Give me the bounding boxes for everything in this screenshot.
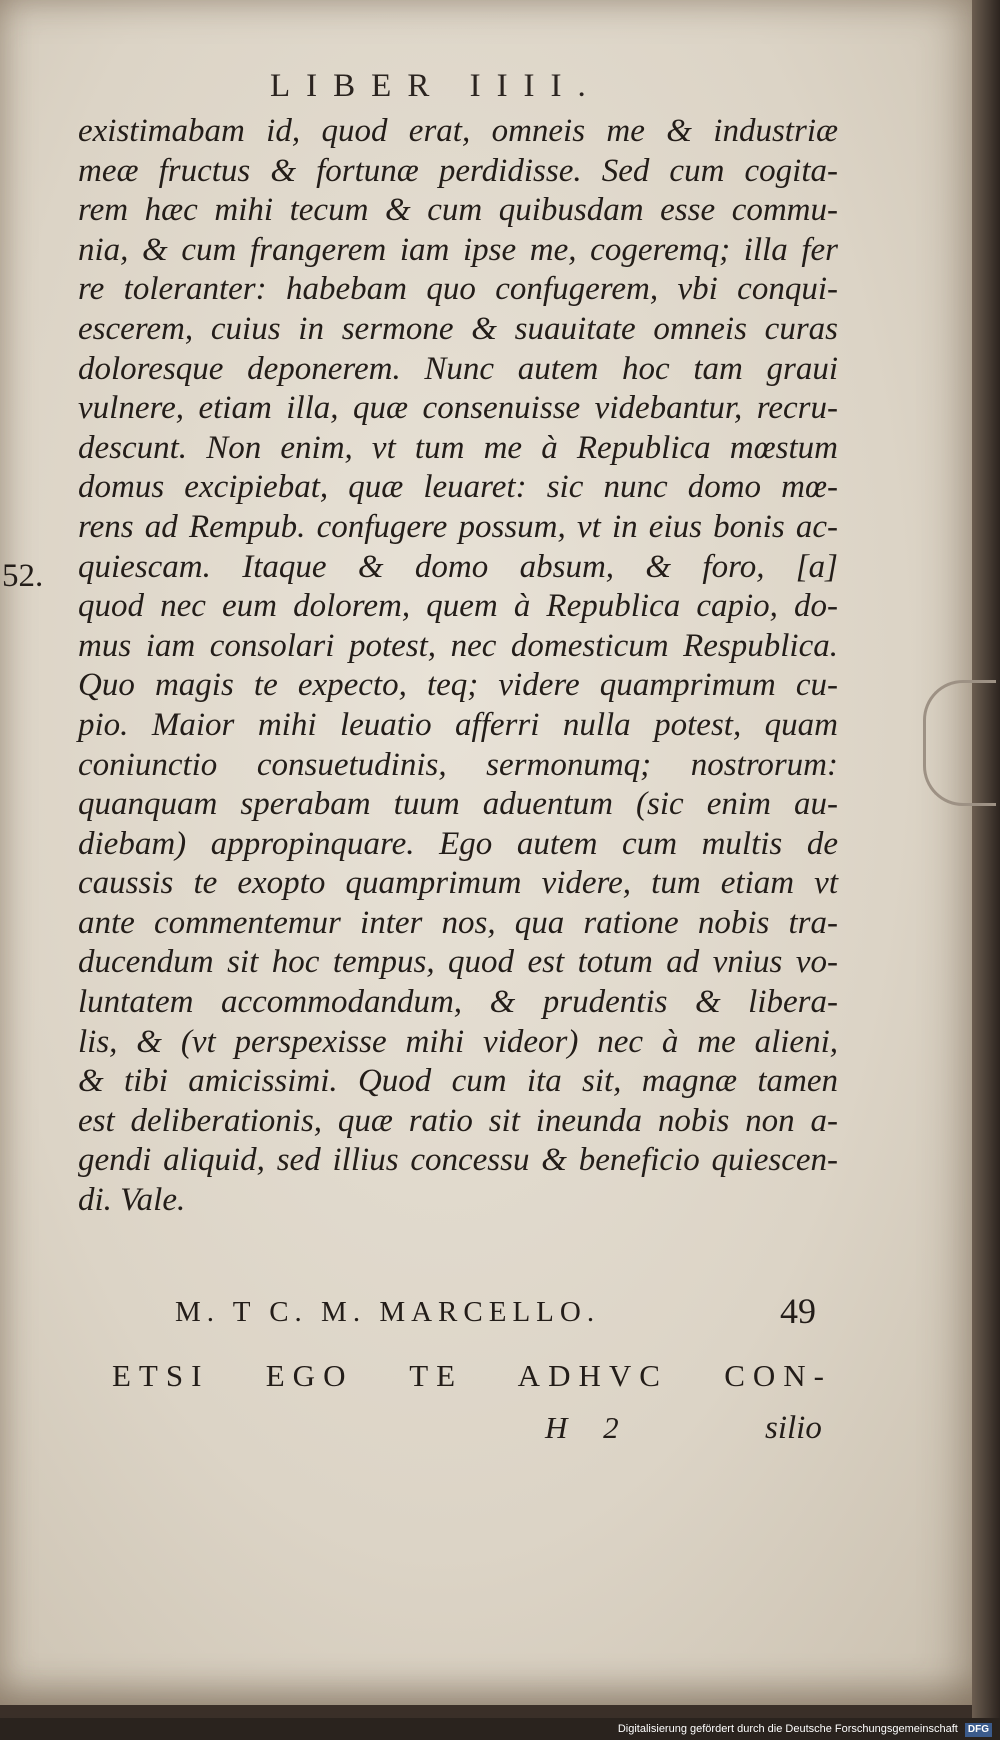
text-line: di. Vale. [78, 1182, 186, 1219]
text-line: ducendum sit hoc tempus, quod est totum ad vnius vo- [78, 944, 838, 981]
text-line: coniunctio consuetudinis, sermonumq; nostrorum: [78, 746, 838, 783]
text-line: caussis te exopto quamprimum videre, tum etiam vt [78, 865, 838, 902]
text-line: re toleranter: habebam quo confugerem, vbi conqui- [78, 271, 838, 308]
text-line: doloresque deponerem. Nunc autem hoc tam graui [78, 350, 838, 387]
signature-mark: H 2 [545, 1410, 633, 1445]
text-line: & tibi amicissimi. Quod cum ita sit, magnæ tamen [78, 1063, 838, 1100]
running-head: LIBER IIII. [270, 68, 602, 104]
letter-text-block [78, 112, 838, 1221]
text-line: escerem, cuius in sermone & suauitate omneis curas [78, 310, 838, 347]
text-line: luntatem accommodandum, & prudentis & libera- [78, 984, 838, 1021]
text-line: vulnere, etiam illa, quæ consenuisse videbantur, recru- [78, 390, 838, 427]
book-clasp [923, 680, 996, 806]
letter-heading: M. T C. M. MARCELLO. [175, 1296, 601, 1328]
text-line: diebam) appropinquare. Ego autem cum multis de [78, 825, 838, 862]
text-line: rens ad Rempub. confugere possum, vt in eius bonis ac- [78, 508, 838, 545]
letter-number: 49 [780, 1291, 816, 1331]
text-line: quanquam sperabam tuum aduentum (sic enim au- [78, 786, 838, 823]
text-line: ante commentemur inter nos, qua ratione nobis tra- [78, 904, 838, 941]
text-line: existimabam id, quod erat, omneis me & industriæ [78, 113, 838, 149]
footer-bar [0, 1718, 1000, 1740]
text-line: est deliberationis, quæ ratio sit ineunda nobis non a- [78, 1102, 838, 1139]
text-line: rem hæc mihi tecum & cum quibusdam esse commu- [78, 192, 838, 229]
text-line: quiescam. Itaque & domo absum, & foro, [a] [78, 548, 838, 585]
text-line: pio. Maior mihi leuatio afferri nulla potest, quam [78, 706, 838, 743]
text-line: Quo magis te expecto, teq; videre quamprimum cu- [78, 667, 838, 704]
text-line: nia, & cum frangerem iam ipse me, cogeremq; illa fer [78, 231, 838, 268]
text-line: meæ fructus & fortunæ perdidisse. Sed cum cogita- [78, 152, 838, 189]
text-line: lis, & (vt perspexisse mihi videor) nec à me alieni, [78, 1023, 838, 1060]
text-line: domus excipiebat, quæ leuaret: sic nunc domo mœ- [78, 469, 838, 506]
text-line: mus iam consolari potest, nec domesticum Respublica. [78, 627, 838, 664]
text-line: quod nec eum dolorem, quem à Republica capio, do- [78, 588, 838, 625]
footer-credit: Digitalisierung gefördert durch die Deutsche Forschungsgemeinschaft [617, 1723, 958, 1735]
margin-note: 52. [2, 558, 44, 594]
dfg-logo: DFG [965, 1723, 992, 1737]
catchword: silio [765, 1410, 822, 1446]
next-letter-opening: ETSI EGO TE ADHVC CON- [112, 1358, 832, 1393]
book-spine-edge [972, 0, 1000, 1740]
text-line: descunt. Non enim, vt tum me à Republica mœstum [78, 429, 838, 466]
text-line: gendi aliquid, sed illius concessu & beneficio quiescen- [78, 1142, 838, 1179]
